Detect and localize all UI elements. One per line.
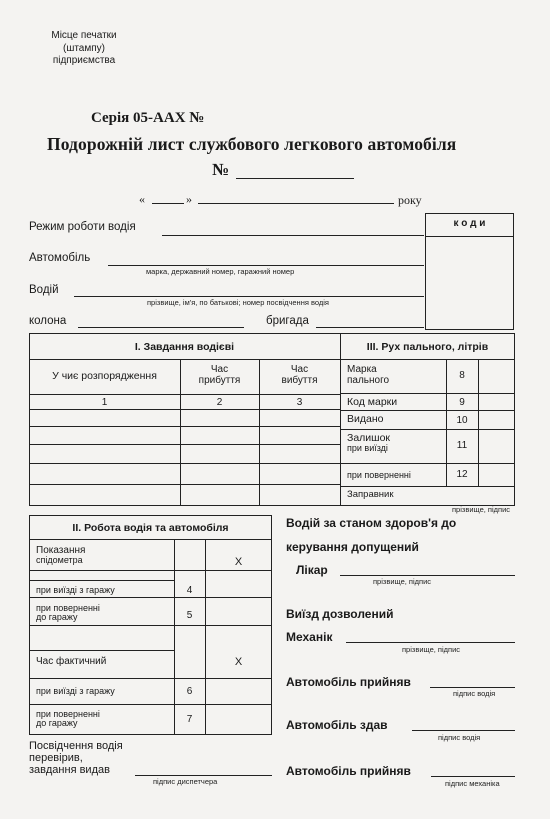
work-code-5: 5	[186, 610, 193, 621]
time-x-mark: X	[234, 656, 243, 668]
fuel-table-title: ІІІ. Рух пального, літрів	[366, 341, 489, 353]
refueler-hint: прізвище, підпис	[452, 505, 511, 514]
task-row-line	[29, 426, 340, 427]
work-row-line	[29, 625, 272, 626]
number-field[interactable]	[236, 178, 354, 179]
codes-box	[425, 213, 514, 330]
accepted2-label: Автомобіль прийняв	[286, 764, 411, 778]
odo-return-line-2: до гаражу	[36, 612, 78, 622]
handed-signature-field[interactable]	[412, 730, 515, 731]
dispatcher-hint: підпис диспетчера	[153, 777, 218, 786]
work-row-line	[29, 650, 174, 651]
fuel-code-10: 10	[456, 415, 468, 426]
task-row-line	[29, 484, 340, 485]
issuer-line-1: Посвідчення водія	[29, 740, 123, 752]
car-field[interactable]	[108, 265, 424, 266]
odometer-line-2: спідометра	[36, 555, 83, 565]
time-return-line-1: при поверненні	[36, 709, 100, 719]
fuel-row-brand	[347, 364, 389, 386]
driver-label: Водій	[29, 284, 59, 296]
task-col-order: У чиє розпорядження	[52, 370, 157, 382]
task-num-2: 2	[216, 397, 223, 408]
fuel-row-line	[340, 393, 515, 394]
doctor-hint: прізвище, підпис	[373, 577, 432, 586]
mechanic-signature-field[interactable]	[346, 642, 515, 643]
mechanic-hint: прізвище, підпис	[402, 645, 461, 654]
departure-line-2: вибуття	[281, 375, 318, 386]
task-col-departure	[259, 364, 340, 386]
odometer-label	[36, 546, 85, 565]
refueler-label: Заправник	[347, 489, 394, 500]
work-code-7: 7	[186, 714, 193, 725]
issuer-text	[29, 740, 123, 776]
car-label: Автомобіль	[29, 252, 91, 264]
brigade-label: бригада	[266, 315, 309, 327]
departure-line-1: Час	[290, 364, 309, 375]
time-exit-label: при виїзді з гаражу	[36, 686, 115, 696]
dispatcher-signature-field[interactable]	[135, 775, 272, 776]
fuel-code-12: 12	[456, 469, 468, 480]
date-month-field[interactable]	[198, 203, 394, 204]
mode-label: Режим роботи водія	[29, 221, 136, 233]
task-header-line	[29, 359, 340, 360]
date-day-field[interactable]	[152, 203, 184, 204]
car-hint: марка, державний номер, гаражний номер	[146, 267, 295, 276]
arrival-line-1: Час	[210, 364, 229, 375]
work-col-line-2	[205, 539, 206, 735]
issuer-line-2: перевірив,	[29, 752, 83, 764]
doctor-label: Лікар	[296, 563, 328, 577]
issuer-line-3: завдання видав	[29, 764, 110, 776]
codes-divider	[425, 236, 514, 237]
fuel-row-line	[340, 486, 515, 487]
handed-label: Автомобіль здав	[286, 718, 388, 732]
arrival-line-2: прибуття	[198, 375, 241, 386]
work-row-line	[29, 678, 272, 679]
actual-time-label: Час фактичний	[36, 656, 107, 667]
health-label: Водій за станом здоров'я до	[286, 516, 457, 530]
fuel-code-8: 8	[459, 370, 465, 381]
stamp-line-3: підприємства	[52, 55, 116, 66]
exit-allowed-label: Виїзд дозволений	[286, 607, 394, 621]
stamp-line-2: (штампу)	[62, 42, 105, 54]
task-row-line	[29, 394, 340, 395]
task-row-line	[29, 444, 340, 445]
accepted-label: Автомобіль прийняв	[286, 675, 411, 689]
date-open-quote: «	[139, 192, 145, 206]
odo-return-line-1: при поверненні	[36, 603, 100, 613]
task-num-1: 1	[101, 397, 108, 408]
task-col-arrival	[180, 364, 259, 386]
fuel-row-issued: Видано	[347, 413, 384, 425]
column-field[interactable]	[78, 327, 244, 328]
accepted2-hint: підпис механіка	[445, 779, 500, 788]
brigade-field[interactable]	[316, 327, 424, 328]
task-row-line	[29, 463, 340, 464]
stamp-place	[34, 30, 134, 68]
work-code-4: 4	[186, 585, 193, 596]
work-row-line	[29, 570, 272, 571]
work-header-line	[29, 539, 272, 540]
column-label: колона	[29, 315, 67, 327]
admitted-label: керування допущений	[286, 540, 419, 554]
accepted-hint: підпис водія	[453, 689, 496, 698]
date-close-quote: »	[186, 192, 192, 206]
handed-hint: підпис водія	[438, 733, 481, 742]
odo-exit-label: при виїзді з гаражу	[36, 585, 115, 595]
fuel-row-line	[340, 463, 515, 464]
fuel-row-remainder	[347, 433, 390, 453]
fuel-code-9: 9	[459, 397, 465, 408]
time-return-label	[36, 710, 100, 728]
task-table-title: І. Завдання водієві	[134, 341, 235, 353]
fuel-row-code: Код марки	[347, 396, 398, 408]
fuel-code-11: 11	[456, 440, 468, 451]
remainder-line-1: Залишок	[347, 432, 391, 444]
doctor-signature-field[interactable]	[340, 575, 515, 576]
fuel-brand-line-1: Марка	[347, 364, 377, 375]
fuel-brand-line-2: пального	[347, 375, 390, 386]
page-title: Подорожній лист службового легкового автомобіля	[47, 134, 457, 154]
task-num-3: 3	[296, 397, 303, 408]
fuel-row-line	[340, 429, 515, 430]
work-code-6: 6	[186, 686, 193, 697]
work-row-line	[29, 580, 174, 581]
work-col-line-1	[174, 539, 175, 735]
driver-field[interactable]	[74, 296, 424, 297]
work-row-line	[29, 704, 272, 705]
driver-hint: прізвище, ім'я, по батькові; номер посвідчення водія	[147, 298, 329, 307]
stamp-line-1: Місце печатки	[51, 30, 117, 41]
number-label: №	[212, 160, 230, 179]
odometer-line-1: Показання	[36, 545, 86, 556]
work-table-title: ІІ. Робота водія та автомобіля	[72, 522, 229, 534]
fuel-header-line	[340, 359, 515, 360]
remainder-line-2: при виїзді	[347, 443, 388, 453]
fuel-row-return: при поверненні	[347, 470, 411, 480]
odometer-x-mark: X	[234, 556, 243, 568]
fuel-row-line	[340, 410, 515, 411]
mechanic-label: Механік	[286, 630, 333, 644]
accepted-signature-field[interactable]	[430, 687, 515, 688]
fuel-col-line-2	[478, 359, 479, 486]
task-row-line	[29, 409, 340, 410]
accepted2-signature-field[interactable]	[431, 776, 515, 777]
year-label: року	[398, 193, 422, 207]
work-row-line	[29, 597, 272, 598]
time-return-line-2: до гаражу	[36, 718, 78, 728]
series-label: Серія 05-ААХ №	[91, 110, 205, 126]
odo-return-label	[36, 604, 100, 622]
mode-field[interactable]	[162, 235, 424, 236]
codes-header: к о д и	[453, 218, 486, 229]
